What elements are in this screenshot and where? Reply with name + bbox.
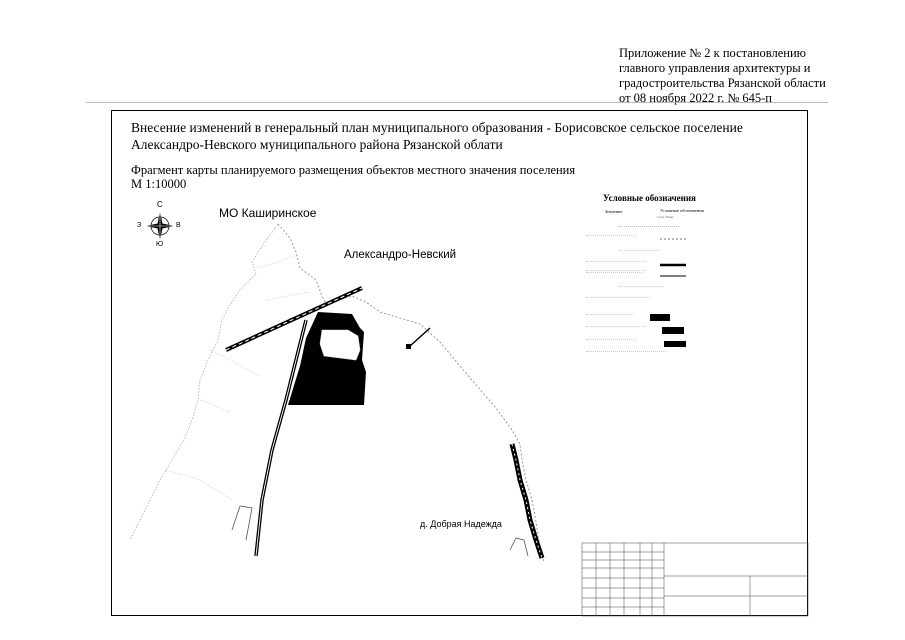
- appendix-line-1: Приложение № 2 к постановлению: [619, 46, 806, 60]
- legend-title: Условные обозначения: [603, 193, 696, 203]
- bottom-road-right: [510, 538, 528, 556]
- place-label-alexandro-nevsky: Александро-Невский: [344, 249, 457, 261]
- stamp-block: [582, 543, 808, 616]
- legend-row-8: [586, 351, 666, 358]
- appendix-line-2: главного управления архитектуры и: [619, 61, 811, 75]
- legend-col-name: Значение: [605, 209, 623, 214]
- map-scale: М 1:10000: [131, 177, 187, 191]
- appendix-line-4: от 08 ноября 2022 г. № 645-п: [619, 91, 772, 105]
- legend-row-1: [586, 235, 636, 242]
- legend-col-symbols: Условные обозначения: [660, 208, 704, 213]
- railway-strip: [512, 444, 542, 558]
- compass-north-label: С: [157, 200, 163, 209]
- south-road: [256, 320, 306, 556]
- legend-row-7: [586, 339, 636, 346]
- legend-row-4: [586, 297, 650, 304]
- legend-row-3: [586, 272, 642, 279]
- compass-east-label: В: [176, 222, 181, 229]
- existing-block-white: [320, 330, 360, 360]
- legend-row-5: [586, 314, 634, 316]
- legend-col-sub: Сущ. План.: [657, 215, 675, 219]
- legend-row-divider: [619, 226, 679, 228]
- legend-row-2: [586, 261, 646, 271]
- map-title-line-1: Внесение изменений в генеральный план муниципального образования - Борисовское сельское поселение: [131, 120, 743, 135]
- district-boundary-left: [130, 224, 278, 540]
- bottom-road-left: [232, 506, 252, 540]
- access-road: [410, 328, 430, 346]
- legend-row-6: [586, 326, 646, 328]
- object-marker: [406, 344, 411, 349]
- legend-row-divider-3: [619, 286, 663, 288]
- compass-west-label: З: [137, 222, 142, 229]
- compass-rose: [146, 212, 174, 240]
- map-legend: [583, 193, 723, 373]
- map-title-line-2: Александро-Невского муниципального района Рязанской облати: [131, 137, 503, 152]
- map-subtitle-line: Фрагмент карты планируемого размещения объектов местного значения поселения: [131, 163, 576, 177]
- place-label-dobraya-nadezhda: д. Добрая Надежда: [420, 519, 502, 529]
- appendix-line-3: градостроительства Рязанской области: [619, 76, 826, 90]
- compass-south-label: Ю: [156, 241, 164, 248]
- legend-row-divider-2: [619, 250, 659, 252]
- place-label-kashirinskoe: МО Каширинское: [219, 206, 317, 220]
